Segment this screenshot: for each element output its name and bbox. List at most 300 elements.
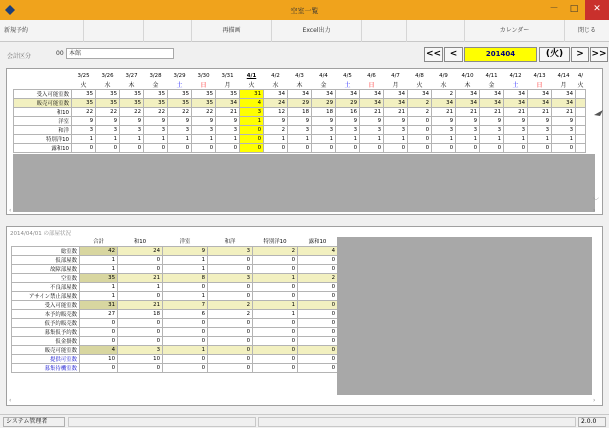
- availability-cell[interactable]: 21: [432, 108, 456, 117]
- availability-cell[interactable]: 1: [120, 135, 144, 144]
- weekday-header: 木: [288, 80, 312, 90]
- availability-cell[interactable]: 21: [528, 108, 552, 117]
- status-cell: 0: [208, 345, 253, 354]
- availability-cell[interactable]: 34: [384, 99, 408, 108]
- availability-cell[interactable]: 0: [288, 144, 312, 153]
- status-cell: 0: [118, 255, 163, 264]
- availability-cell[interactable]: 29: [312, 99, 336, 108]
- weekday-header: 水: [96, 80, 120, 90]
- availability-cell[interactable]: 1: [216, 135, 240, 144]
- date-header[interactable]: 4/6: [360, 71, 384, 80]
- status-cell: 0: [118, 291, 163, 300]
- status-row: [12, 246, 341, 255]
- minimize-button[interactable]: －: [549, 4, 559, 14]
- availability-cell[interactable]: 3: [384, 126, 408, 135]
- availability-cell[interactable]: [576, 135, 586, 144]
- availability-cell[interactable]: 0: [504, 144, 528, 153]
- status-cell: 0: [253, 327, 298, 336]
- weekday-header: 日: [528, 80, 552, 90]
- scroll-right-icon[interactable]: ›: [593, 207, 596, 214]
- availability-cell[interactable]: 0: [552, 144, 576, 153]
- excel-export-button[interactable]: Excel出力: [272, 20, 362, 42]
- weekday-header: 水: [432, 80, 456, 90]
- status-cell: 0: [298, 336, 338, 345]
- availability-cell[interactable]: 0: [360, 144, 384, 153]
- availability-cell[interactable]: 0: [168, 144, 192, 153]
- availability-cell[interactable]: 3: [120, 126, 144, 135]
- availability-cell[interactable]: 3: [72, 126, 96, 135]
- status-cell: 9: [163, 246, 208, 255]
- availability-cell[interactable]: 21: [456, 108, 480, 117]
- date-header[interactable]: 3/29: [168, 71, 192, 80]
- date-header[interactable]: 4/7: [384, 71, 408, 80]
- toolbar-empty-4: [407, 20, 465, 42]
- availability-cell[interactable]: 0: [408, 117, 432, 126]
- availability-cell[interactable]: 0: [120, 144, 144, 153]
- date-header[interactable]: 4/: [576, 71, 586, 80]
- availability-cell[interactable]: 1: [360, 135, 384, 144]
- date-header[interactable]: 3/25: [72, 71, 96, 80]
- availability-cell[interactable]: 0: [216, 144, 240, 153]
- status-row: [12, 354, 341, 363]
- date-header[interactable]: 4/11: [480, 71, 504, 80]
- availability-cell[interactable]: 34: [360, 90, 384, 99]
- availability-cell[interactable]: 3: [96, 126, 120, 135]
- status-row: [12, 264, 341, 273]
- weekday-header: 水: [264, 80, 288, 90]
- toolbar-empty-2: [144, 20, 192, 42]
- availability-cell[interactable]: 21: [480, 108, 504, 117]
- availability-cell[interactable]: 9: [264, 117, 288, 126]
- availability-cell[interactable]: 0: [408, 126, 432, 135]
- scroll-left-icon[interactable]: ‹: [9, 207, 12, 214]
- status-cell: 0: [118, 336, 163, 345]
- status-cell: 0: [163, 282, 208, 291]
- date-input[interactable]: 201404: [464, 47, 537, 62]
- date-header[interactable]: 3/31: [216, 71, 240, 80]
- status-cell: 0: [163, 318, 208, 327]
- availability-cell[interactable]: 22: [192, 108, 216, 117]
- weekday-header: 金: [480, 80, 504, 90]
- availability-cell[interactable]: 18: [312, 108, 336, 117]
- weekday-display: (火): [539, 47, 570, 62]
- availability-cell[interactable]: 12: [264, 108, 288, 117]
- row-label: 和洋: [14, 126, 72, 135]
- availability-cell[interactable]: 9: [144, 117, 168, 126]
- availability-cell[interactable]: 9: [456, 117, 480, 126]
- status-row-label: 不良部屋数: [12, 282, 80, 291]
- availability-cell[interactable]: 0: [456, 144, 480, 153]
- availability-cell[interactable]: 34: [264, 90, 288, 99]
- availability-cell[interactable]: [576, 108, 586, 117]
- availability-cell[interactable]: 35: [120, 99, 144, 108]
- status-row: [12, 363, 341, 372]
- availability-cell[interactable]: 9: [216, 117, 240, 126]
- availability-cell[interactable]: 0: [144, 144, 168, 153]
- row-label: 洋室: [14, 117, 72, 126]
- availability-cell[interactable]: 2: [264, 126, 288, 135]
- status-cell: 0: [298, 345, 338, 354]
- status-row-label: 仮予約販売数: [12, 318, 80, 327]
- availability-row: [14, 117, 586, 126]
- status-column-header: 和10: [118, 237, 163, 246]
- availability-cell[interactable]: 1: [96, 135, 120, 144]
- availability-cell[interactable]: [576, 117, 586, 126]
- corner-cell: [14, 71, 72, 80]
- date-header[interactable]: 4/12: [504, 71, 528, 80]
- availability-cell[interactable]: 22: [144, 108, 168, 117]
- availability-cell[interactable]: 0: [240, 135, 264, 144]
- availability-cell[interactable]: 34: [456, 90, 480, 99]
- scroll-down-icon[interactable]: ﹀: [593, 198, 600, 205]
- status-cell: 0: [253, 354, 298, 363]
- status-cell: 0: [208, 291, 253, 300]
- availability-cell[interactable]: 35: [72, 90, 96, 99]
- availability-cell[interactable]: 9: [504, 117, 528, 126]
- status-cell: 0: [208, 336, 253, 345]
- availability-cell[interactable]: 34: [456, 99, 480, 108]
- availability-cell[interactable]: 34: [432, 99, 456, 108]
- row-label: 受入可能室数: [14, 90, 72, 99]
- status-cell: 31: [80, 300, 118, 309]
- availability-cell[interactable]: 0: [336, 144, 360, 153]
- date-header[interactable]: 4/10: [456, 71, 480, 80]
- status-cell: 1: [163, 291, 208, 300]
- status-cell: 1: [253, 273, 298, 282]
- availability-cell[interactable]: 0: [480, 144, 504, 153]
- availability-cell[interactable]: 9: [312, 117, 336, 126]
- weekday-header: 土: [504, 80, 528, 90]
- new-reservation-button[interactable]: 新規予約: [0, 20, 84, 42]
- next-page-button[interactable]: >: [571, 47, 589, 62]
- status-row-label: 募集仮予約数: [12, 327, 80, 336]
- availability-cell[interactable]: 1: [192, 135, 216, 144]
- title-bar: [0, 0, 609, 20]
- status-cell: 0: [163, 327, 208, 336]
- availability-cell[interactable]: 1: [240, 117, 264, 126]
- date-header[interactable]: 4/1: [240, 71, 264, 80]
- availability-cell[interactable]: 1: [552, 135, 576, 144]
- availability-cell[interactable]: 21: [360, 108, 384, 117]
- availability-cell[interactable]: 1: [72, 135, 96, 144]
- status-row: [12, 255, 341, 264]
- availability-cell[interactable]: 21: [384, 108, 408, 117]
- status-cell: 10: [80, 354, 118, 363]
- availability-cell[interactable]: 9: [552, 117, 576, 126]
- availability-cell[interactable]: 3: [552, 126, 576, 135]
- availability-cell[interactable]: 22: [120, 108, 144, 117]
- availability-cell[interactable]: 1: [168, 135, 192, 144]
- availability-cell[interactable]: 1: [456, 135, 480, 144]
- window-title: 空室一覧: [290, 7, 319, 15]
- date-header[interactable]: 3/26: [96, 71, 120, 80]
- weekday-header: 火: [240, 80, 264, 90]
- availability-cell[interactable]: 3: [312, 126, 336, 135]
- availability-cell[interactable]: 34: [480, 90, 504, 99]
- availability-cell[interactable]: 34: [504, 99, 528, 108]
- status-scroll-left-icon[interactable]: ‹: [9, 397, 12, 404]
- availability-cell[interactable]: 18: [288, 108, 312, 117]
- availability-cell[interactable]: 35: [216, 90, 240, 99]
- status-cell: 0: [80, 318, 118, 327]
- availability-cell[interactable]: 0: [432, 144, 456, 153]
- availability-cell[interactable]: 29: [288, 99, 312, 108]
- fiscal-division-label: 会計区分: [7, 53, 32, 60]
- availability-row: [14, 108, 586, 117]
- status-cell: 0: [80, 336, 118, 345]
- availability-cell[interactable]: 1: [480, 135, 504, 144]
- availability-cell[interactable]: 34: [480, 99, 504, 108]
- status-row-label: 仮部屋数: [12, 255, 80, 264]
- availability-cell[interactable]: 35: [168, 99, 192, 108]
- availability-cell[interactable]: 34: [528, 99, 552, 108]
- availability-cell[interactable]: 35: [120, 90, 144, 99]
- availability-cell[interactable]: 35: [168, 90, 192, 99]
- availability-cell[interactable]: 9: [480, 117, 504, 126]
- date-header[interactable]: 4/4: [312, 71, 336, 80]
- status-cell: 3: [208, 246, 253, 255]
- availability-cell[interactable]: 0: [240, 126, 264, 135]
- date-header[interactable]: 4/5: [336, 71, 360, 80]
- availability-cell[interactable]: 35: [144, 90, 168, 99]
- availability-cell[interactable]: 3: [528, 126, 552, 135]
- availability-cell[interactable]: 3: [144, 126, 168, 135]
- weekday-header: 日: [192, 80, 216, 90]
- status-cell: 42: [80, 246, 118, 255]
- availability-cell[interactable]: 34: [216, 99, 240, 108]
- availability-cell[interactable]: 1: [144, 135, 168, 144]
- availability-cell[interactable]: 9: [384, 117, 408, 126]
- availability-cell[interactable]: 3: [168, 126, 192, 135]
- availability-cell[interactable]: 35: [96, 99, 120, 108]
- availability-cell[interactable]: 1: [504, 135, 528, 144]
- maximize-button[interactable]: □: [569, 4, 579, 14]
- availability-cell[interactable]: 9: [432, 117, 456, 126]
- date-header[interactable]: 3/27: [120, 71, 144, 80]
- availability-cell[interactable]: 9: [528, 117, 552, 126]
- status-cell: 0: [298, 291, 338, 300]
- status-cell: 0: [208, 327, 253, 336]
- status-cell: 0: [163, 354, 208, 363]
- availability-cell[interactable]: 0: [264, 144, 288, 153]
- availability-panel: [6, 68, 603, 215]
- filter-bar: [0, 43, 609, 67]
- status-column-header: 洋室: [163, 237, 208, 246]
- status-cell: 0: [298, 363, 338, 372]
- availability-row: [14, 99, 586, 108]
- availability-cell[interactable]: 34: [360, 99, 384, 108]
- availability-cell[interactable]: 21: [216, 108, 240, 117]
- date-header[interactable]: 4/3: [288, 71, 312, 80]
- availability-cell[interactable]: 34: [552, 90, 576, 99]
- fiscal-division-code: 00: [56, 50, 64, 57]
- availability-cell[interactable]: 1: [264, 135, 288, 144]
- availability-cell[interactable]: 1: [384, 135, 408, 144]
- status-row: [12, 291, 341, 300]
- status-cell: 1: [80, 291, 118, 300]
- availability-cell[interactable]: 34: [504, 90, 528, 99]
- availability-cell[interactable]: 0: [384, 144, 408, 153]
- availability-cell[interactable]: [576, 126, 586, 135]
- availability-cell[interactable]: 2: [408, 99, 432, 108]
- availability-cell[interactable]: 9: [336, 117, 360, 126]
- availability-cell[interactable]: 29: [336, 99, 360, 108]
- availability-cell[interactable]: 3: [456, 126, 480, 135]
- status-cell: 0: [208, 363, 253, 372]
- availability-cell[interactable]: 9: [168, 117, 192, 126]
- availability-cell[interactable]: 34: [288, 90, 312, 99]
- date-header[interactable]: 3/30: [192, 71, 216, 80]
- weekday-header: 月: [216, 80, 240, 90]
- status-cell: 21: [118, 273, 163, 282]
- fiscal-division-select[interactable]: 本館: [66, 48, 174, 59]
- availability-cell[interactable]: 2: [408, 108, 432, 117]
- availability-cell[interactable]: [576, 144, 586, 153]
- availability-cell[interactable]: 9: [120, 117, 144, 126]
- status-cell: 2: [298, 273, 338, 282]
- date-header[interactable]: 3/28: [144, 71, 168, 80]
- date-header[interactable]: 4/9: [432, 71, 456, 80]
- status-cell: 0: [253, 282, 298, 291]
- corner-cell: [14, 80, 72, 90]
- availability-cell[interactable]: 1: [336, 135, 360, 144]
- status-cell: 0: [118, 363, 163, 372]
- date-header[interactable]: 4/8: [408, 71, 432, 80]
- availability-cell[interactable]: 35: [144, 99, 168, 108]
- availability-cell[interactable]: 9: [288, 117, 312, 126]
- date-header[interactable]: 4/2: [264, 71, 288, 80]
- status-cell: 0: [298, 354, 338, 363]
- availability-cell[interactable]: 4: [240, 99, 264, 108]
- availability-cell[interactable]: 3: [288, 126, 312, 135]
- availability-cell[interactable]: 16: [336, 108, 360, 117]
- availability-cell[interactable]: 3: [216, 126, 240, 135]
- availability-row: [14, 90, 586, 99]
- availability-cell[interactable]: 35: [192, 90, 216, 99]
- calendar-button[interactable]: カレンダー: [465, 20, 565, 42]
- status-row-label: 販売可能室数: [12, 345, 80, 354]
- weekday-header: 月: [384, 80, 408, 90]
- availability-cell[interactable]: 1: [432, 135, 456, 144]
- status-cell: 6: [163, 309, 208, 318]
- availability-cell[interactable]: 34: [336, 90, 360, 99]
- toolbar-empty-1: [84, 20, 144, 42]
- availability-cell[interactable]: 0: [528, 144, 552, 153]
- availability-cell[interactable]: 3: [360, 126, 384, 135]
- room-status-title: 2014/04/01 の部屋状況: [10, 231, 71, 237]
- availability-cell[interactable]: 9: [72, 117, 96, 126]
- status-cell: 0: [253, 255, 298, 264]
- availability-cell[interactable]: 0: [408, 135, 432, 144]
- availability-cell[interactable]: 1: [288, 135, 312, 144]
- status-row: [12, 336, 341, 345]
- availability-cell[interactable]: 9: [96, 117, 120, 126]
- status-cell: 1: [253, 309, 298, 318]
- status-cell: 35: [80, 273, 118, 282]
- version-label: 2.0.0: [578, 417, 606, 427]
- status-cell: 3: [118, 345, 163, 354]
- status-row: [12, 309, 341, 318]
- status-cell: 1: [118, 282, 163, 291]
- availability-cell[interactable]: 1: [528, 135, 552, 144]
- availability-cell[interactable]: 0: [408, 144, 432, 153]
- weekday-header: 土: [336, 80, 360, 90]
- weekday-header: 木: [120, 80, 144, 90]
- status-row: [12, 273, 341, 282]
- availability-cell[interactable]: 35: [96, 90, 120, 99]
- status-segment-1: [68, 417, 256, 427]
- close-button[interactable]: 閉じる: [577, 27, 596, 34]
- availability-row: [14, 144, 586, 153]
- availability-cell[interactable]: 34: [528, 90, 552, 99]
- availability-cell[interactable]: 35: [72, 99, 96, 108]
- status-cell: 1: [163, 264, 208, 273]
- availability-cell[interactable]: 0: [96, 144, 120, 153]
- status-column-header: 露和10: [298, 237, 338, 246]
- availability-cell[interactable]: 3: [504, 126, 528, 135]
- status-cell: 18: [118, 309, 163, 318]
- row-label: 和10: [14, 108, 72, 117]
- current-user: システム管理者: [3, 417, 65, 427]
- availability-cell[interactable]: 34: [552, 99, 576, 108]
- availability-cell[interactable]: 34: [384, 90, 408, 99]
- availability-cell[interactable]: 0: [192, 144, 216, 153]
- availability-cell[interactable]: 34: [408, 90, 432, 99]
- availability-cell[interactable]: [576, 99, 586, 108]
- availability-cell[interactable]: 9: [360, 117, 384, 126]
- weekday-header: 日: [360, 80, 384, 90]
- status-scroll-right-icon[interactable]: ›: [593, 397, 596, 404]
- availability-cell[interactable]: 0: [240, 144, 264, 153]
- availability-cell[interactable]: 0: [72, 144, 96, 153]
- weekday-header: 火: [577, 82, 584, 89]
- status-cell: 0: [118, 327, 163, 336]
- last-page-button[interactable]: >>: [590, 47, 608, 62]
- availability-cell[interactable]: 22: [72, 108, 96, 117]
- weekday-header: 火: [408, 80, 432, 90]
- availability-cell[interactable]: 24: [264, 99, 288, 108]
- availability-cell[interactable]: 1: [312, 135, 336, 144]
- close-window-button[interactable]: ✕: [585, 0, 609, 20]
- redraw-button[interactable]: 再描画: [192, 20, 272, 42]
- availability-cell[interactable]: 22: [168, 108, 192, 117]
- availability-cell[interactable]: 34: [312, 90, 336, 99]
- availability-cell[interactable]: 35: [192, 99, 216, 108]
- availability-cell[interactable]: 31: [240, 90, 264, 99]
- availability-cell[interactable]: 0: [312, 144, 336, 153]
- status-segment-2: [258, 417, 576, 427]
- availability-cell[interactable]: 3: [240, 108, 264, 117]
- availability-cell[interactable]: 21: [552, 108, 576, 117]
- date-header[interactable]: 4/14: [552, 71, 576, 80]
- availability-cell[interactable]: 21: [504, 108, 528, 117]
- availability-cell[interactable]: 22: [96, 108, 120, 117]
- availability-cell[interactable]: [576, 90, 586, 99]
- availability-cell[interactable]: 3: [480, 126, 504, 135]
- status-cell: 0: [253, 336, 298, 345]
- availability-cell[interactable]: 3: [192, 126, 216, 135]
- availability-row: [14, 126, 586, 135]
- date-header[interactable]: 4/13: [528, 71, 552, 80]
- prev-page-button[interactable]: <: [444, 47, 463, 62]
- availability-cell[interactable]: 3: [336, 126, 360, 135]
- availability-cell[interactable]: 9: [192, 117, 216, 126]
- availability-cell[interactable]: 2: [432, 90, 456, 99]
- weekday-header: 金: [144, 80, 168, 90]
- status-cell: 7: [163, 300, 208, 309]
- first-page-button[interactable]: <<: [424, 47, 443, 62]
- availability-cell[interactable]: 3: [432, 126, 456, 135]
